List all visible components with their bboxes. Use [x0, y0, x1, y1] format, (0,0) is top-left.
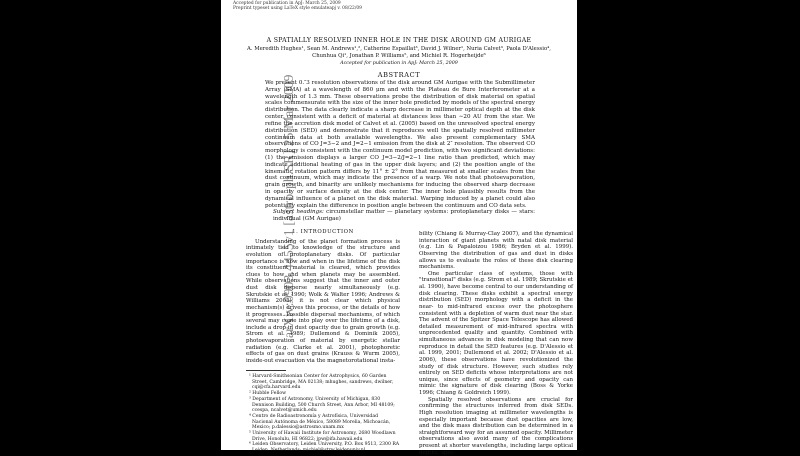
- keywords-label: Subject headings:: [273, 209, 324, 216]
- accepted-note: Accepted for publication in ApJ: March 25, 2009: [340, 61, 458, 66]
- header-line-2: Preprint typeset using LaTeX style emulateapj v. 08/22/09: [233, 6, 362, 12]
- intro-paragraph: Understanding of the planet formation process is intimately tied to knowledge of the structure and evolution of protoplanetary disks. Of particular importance is how and when in the lifetime of the disk its constituent material is cleared, which provides clues to how and when planets may be assembled. While observations suggest that the inner and outer dust disk disperse nearly simultaneously (e.g. Skrutskie et al. 1990; Wolk & Walter 1996; Andrews & Williams 2005), it is not clear which physical mechanism(s) drives this process, or the details of how it progresses. Possible dispersal mechanisms, of which several may come into play over the lifetime of a disk, include a drop in dust opacity due to grain growth (e.g. Strom et al. 1989; Dullemond & Dominik 2005), photoevaporation of material by energetic stellar radiation (e.g. Clarke et al. 2001), photophoretic effects of gas on dust grains (Krauss & Wurm 2005), inside-out evacuation via the magnetorotational insta-: [246, 238, 400, 364]
- keywords-text: circumstellar matter — planetary systems: protoplanetary disks — stars: individual (GM Aurigae): [273, 209, 535, 223]
- body-paragraph: bility (Chiang & Murray-Clay 2007), and the dynamical interaction of giant planets with natal disk material (e.g. Lin & Papaloizou 1986; Bryden et al. 1999). Observing the distribution of gas and dust in disks allows us to evaluate the roles of these disk clearing mechanisms.: [419, 231, 573, 271]
- left-column: [246, 229, 400, 365]
- footnote: ⁵ University of Hawaii Institute for Astronomy, 2680 Woodlawn Drive, Honolulu, HI 96822; jpw@ifa.hawaii.edu: [249, 431, 396, 442]
- section-heading-introduction: 1. INTRODUCTION: [292, 229, 354, 235]
- paper-page: [221, 0, 577, 456]
- footnote: ³ Department of Astronomy, University of Michigan, 830 Dennison Building, 500 Church Street, Ann Arbor, MI 48109; ccespa, ncalvet@umich.edu: [249, 396, 395, 414]
- abstract-text: We present 0.″3 resolution observations of the disk around GM Aurigae with the Submillimeter Array (SMA) at a wavelength of 860 μm and with the Plateau de Bure Interferometer at a wavelength of 1.3 mm. These observations probe the distribution of disk material on spatial scales commensurate with the size of the inner hole predicted by models of the spectral energy distribution. The data clearly indicate a sharp decrease in millimeter optical depth at the disk center, consistent with a deficit of material at distances less than ∼20 AU from the star. We refine the accretion disk model of Calvet et al. (2005) based on the unresolved spectral energy distribution (SED) and demonstrate that it reproduces well the spatially resolved millimeter continuum data at both available wavelengths. We also present complementary SMA observations of CO J=3−2 and J=2−1 emission from the disk at 2″ resolution. The observed CO morphology is consistent with the continuum model prediction, with two significant deviations: (1) the emission displays a larger CO J=3−2/J=2−1 line ratio than predicted, which may indicate additional heating of gas in the upper disk layers; and (2) the position angle of the kinematic rotation pattern differs by 11° ± 2° from that measured at smaller scales from the dust continuum, which may indicate the presence of a warp. We note that photoevaporation, grain growth, and binarity are unlikely mechanisms for inducing the observed sharp decrease in opacity or surface density at the disk center. The inner hole plausibly results from the dynamical influence of a planet on the disk material. Warping induced by a planet could also potentially explain the difference in position angle between the continuum and CO data sets.: [265, 80, 535, 209]
- arxiv-stamp[interactable]: arXiv:0903.4455v1 [astro-ph.SR] 25 Mar 2009: [281, 74, 296, 338]
- footnote: ⁶ Leiden Observatory, Leiden University, P.O. Box 9513, 2300 RA Leiden, Netherlands; michiel@strw.leidenuniv.nl: [249, 442, 400, 454]
- footnote: ² Hubble Fellow: [249, 391, 287, 397]
- right-column: [419, 231, 573, 456]
- header-line-1: Accepted for publication in ApJ: March 25, 2009: [233, 1, 341, 6]
- abstract-heading: ABSTRACT: [377, 71, 421, 79]
- paper-title: A SPATIALLY RESOLVED INNER HOLE IN THE DISK AROUND GM AURIGAE: [266, 37, 532, 44]
- subject-headings: [265, 209, 535, 223]
- footnote-rule: [246, 370, 286, 371]
- footnote: ⁴ Centro de Radioastronomía y Astrofísica, Universidad Nacional Autónoma de México, 58089 Morelia, Michoacán, Mexico; p.dalessio@astrosmo.unam.mx: [249, 413, 391, 431]
- author-list: A. Meredith Hughes¹, Sean M. Andrews¹,², Catherine Espaillat³, David J. Wilner¹, Nuria Calvet³, Paola D'Alessio⁴, Chunhua Qi¹, Jonathan P. Williams⁵, and Michiel R. Hogerheijde⁶: [247, 46, 551, 59]
- footnote: ¹ Harvard-Smithsonian Center for Astrophysics, 60 Garden Street, Cambridge, MA 02138; mhughes, sandrews, dwilner, cqi@cfa.harvard.edu: [249, 374, 394, 391]
- body-paragraph: One particular class of systems, those with "transitional" disks (e.g. Strom et al. 1989; Skrutskie et al. 1990), have become central to our understanding of disk clearing. These disks exhibit a spectral energy distribution (SED) morphology with a deficit in the near- to mid-infrared excess over the photosphere consistent with a depletion of warm dust near the star. The advent of the Spitzer Space Telescope has allowed detailed measurement of mid-infrared spectra with unprecedented quality and quantity. Combined with simultaneous advances in disk modeling that can now reproduce in detail the SED features (e.g. D'Alessio et al. 1999, 2001; Dullemond et al. 2002; D'Alessio et al. 2006), these observations have revolutionized the study of disk structure. However, such studies rely entirely on SED deficits whose interpretations are not unique, since effects of geometry and opacity can mimic the signature of disk clearing (Boss & Yorke 1996; Chiang & Goldreich 1999).: [419, 270, 573, 396]
- preprint-header: [233, 1, 362, 12]
- footnotes: [246, 370, 400, 454]
- body-paragraph: Spatially resolved observations are crucial for confirming the structures inferred from disk SEDs. High resolution imaging at millimeter wavelengths is especially important because dust opacities are low, and the disk mass distribution can be determined in a straightforward way for an assumed opacity. Millimeter observations also avoid many of the complications present at shorter wavelengths, including large optical depths, spec-: [419, 396, 573, 456]
- abstract-body: [265, 80, 535, 223]
